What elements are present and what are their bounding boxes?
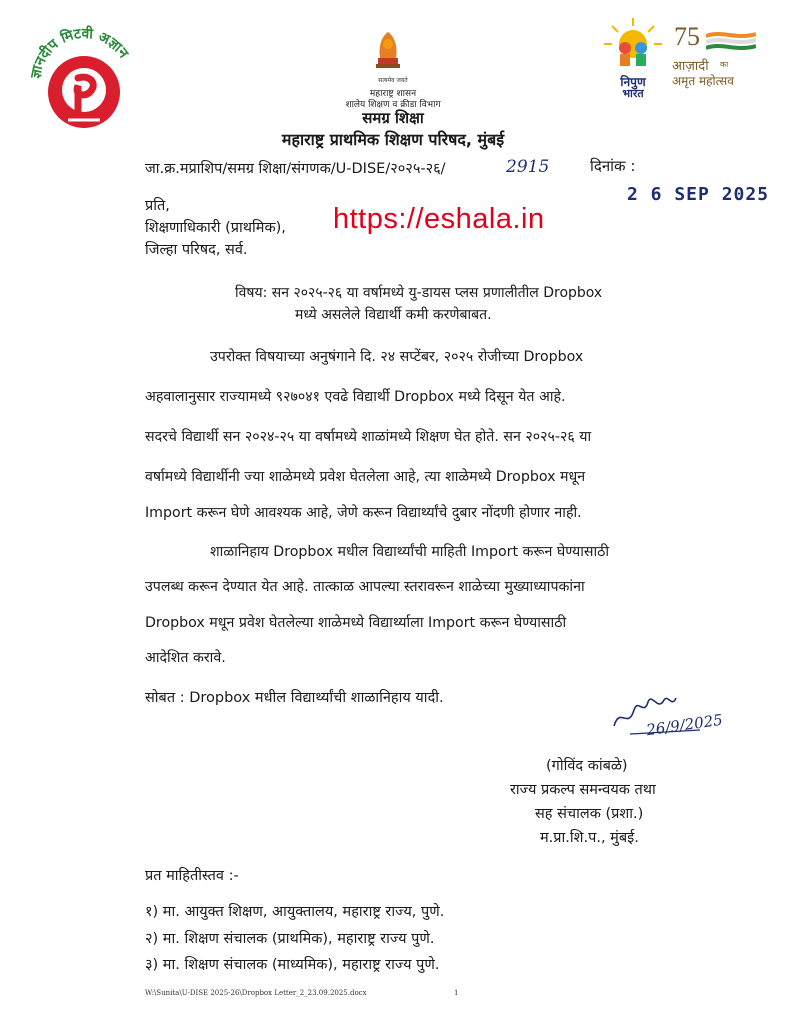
azadi-word: आज़ादी: [672, 59, 709, 74]
gyandeep-logo: [28, 20, 138, 140]
copy-item: २) मा. शिक्षण संचालक (प्राथमिक), महाराष्ट्र राज्य पुणे.: [145, 931, 435, 947]
emblem-caption: सत्यमेव जयते: [378, 77, 408, 84]
copy-item: ३) मा. शिक्षण संचालक (माध्यमिक), महाराष्ट्र राज्य पुणे.: [145, 957, 440, 973]
para1-line2: अहवालानुसार राज्यामध्ये ९२७०४१ एवढे विद्यार्थी Dropbox मध्ये दिसून येत आहे.: [145, 389, 566, 405]
date-label: दिनांक :: [590, 157, 636, 175]
reference-hand-number: 2915: [506, 157, 550, 177]
org-samagra: समग्र शिक्षा: [362, 109, 424, 127]
watermark-link[interactable]: https://eshala.in: [333, 203, 545, 235]
para1-line3: सदरचे विद्यार्थी सन २०२४-२५ या वर्षामध्ये शाळांमध्ये शिक्षण घेत होते. सन २०२५-२६ या: [145, 429, 592, 445]
footer-file-path: W:\Sunita\U-DISE 2025-26\Dropbox Letter_2_23.09.2025.docx: [145, 989, 367, 997]
subject-line1: विषय: सन २०२५-२६ या वर्षामध्ये यु-डायस प्लस प्रणालीतील Dropbox: [235, 285, 603, 301]
para1-line1: उपरोक्त विषयाच्या अनुषंगाने दि. २४ सप्टेंबर, २०२५ रोजीच्या Dropbox: [210, 349, 584, 365]
reference-number: जा.क्र.मप्राशिप/समग्र शिक्षा/संगणक/U-DISE/२०२५-२६/: [145, 161, 446, 177]
nipun-bharat-logo: [598, 14, 668, 98]
para1-line4: वर्षामध्ये विद्यार्थीनी ज्या शाळेमध्ये प्रवेश घेतलेला आहे, त्या शाळेमध्ये Dropbox मधून: [145, 469, 586, 485]
national-emblem: [368, 24, 408, 76]
logo-slogan: ज्ञानदीप मिटवी अज्ञान: [28, 25, 132, 80]
signature-date: 26/9/2025: [645, 710, 724, 740]
azadi-75: 75: [674, 22, 700, 51]
para1-line5: Import करून घेणे आवश्यक आहे, जेणे करून विद्यार्थ्यांचे दुबार नोंदणी होणार नाही.: [145, 505, 582, 521]
bharat-text: भारत: [622, 87, 644, 100]
subject-line2: मध्ये असलेले विद्यार्थी कमी करणेबाबत.: [295, 307, 492, 323]
footer-page-number: 1: [454, 989, 459, 997]
copy-item: १) मा. आयुक्त शिक्षण, आयुक्तालय, महाराष्ट्र राज्य, पुणे.: [145, 904, 445, 920]
govt-name: महाराष्ट्र शासन: [369, 89, 417, 99]
signatory-title2: सह संचालक (प्रशा.): [535, 806, 644, 822]
para2-line2: उपलब्ध करून देण्यात येत आहे. तात्काळ आपल्या स्तरावरून शाळेच्या मुख्याध्यापकांना: [145, 579, 585, 595]
recipient-line1: शिक्षणाधिकारी (प्राथमिक),: [145, 220, 286, 236]
date-stamp: 2 6 SEP 2025: [627, 184, 770, 205]
amrit-mahotsav: अमृत महोत्सव: [672, 74, 734, 88]
signatory-title3: म.प्रा.शि.प., मुंबई.: [540, 830, 639, 846]
para2-line3: Dropbox मधून प्रवेश घेतलेल्या शाळेमध्ये विद्यार्थ्याला Import करून घेण्यासाठी: [145, 615, 567, 631]
enclosure: सोबत : Dropbox मधील विद्यार्थ्यांची शाळानिहाय यादी.: [145, 690, 444, 706]
ka-word: का: [720, 60, 729, 69]
para2-line4: आदेशित करावे.: [145, 650, 226, 666]
recipient-line2: जिल्हा परिषद, सर्व.: [145, 242, 248, 258]
azadi-amrit-logo: [670, 22, 770, 92]
copies-heading: प्रत माहितीस्तव :-: [145, 868, 239, 884]
dept-name: शालेय शिक्षण व क्रीडा विभाग: [345, 100, 441, 110]
org-mpsp: महाराष्ट्र प्राथमिक शिक्षण परिषद, मुंबई: [281, 130, 505, 149]
signatory-name: (गोविंद कांबळे): [546, 758, 628, 774]
nipun-text: निपुण: [620, 75, 646, 89]
para2-line1: शाळानिहाय Dropbox मधील विद्यार्थ्यांची माहिती Import करून घेण्यासाठी: [210, 544, 610, 560]
prati: प्रति,: [145, 198, 170, 214]
signatory-title1: राज्य प्रकल्प समन्वयक तथा: [510, 782, 656, 798]
